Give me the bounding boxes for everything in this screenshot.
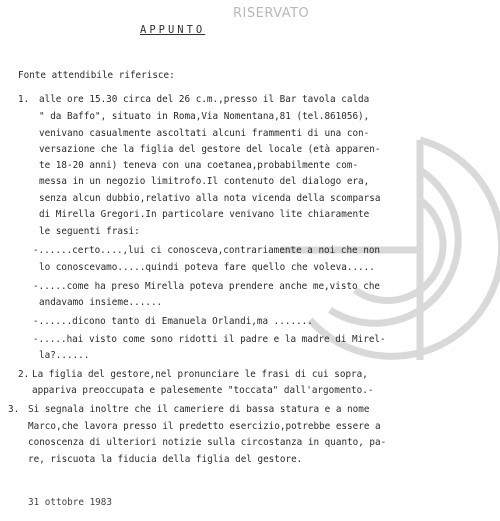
item1-line: senza alcun dubbio,relativo alla nota vicenda della scomparsa xyxy=(39,193,381,204)
item-number: 1. xyxy=(18,94,30,105)
item3-line: Marco,che lavora presso il predetto esercizio,potrebbe essere a xyxy=(28,421,381,432)
item3-line: Si segnala inoltre che il cameriere di bassa statura e a nome xyxy=(28,404,370,415)
item1-line: " da Baffo", situato in Roma,Via Nomentana,81 (tel.861056), xyxy=(39,111,370,122)
item3-line: conoscenza di ulteriori notizie sulla circostanza in quanto, pa- xyxy=(28,437,387,448)
document-title: APPUNTO xyxy=(140,24,206,36)
quoted-phrase: -......dicono tanto di Emanuela Orlandi,ma ....... xyxy=(33,316,313,327)
intro-text: Fonte attendibile riferisce: xyxy=(18,70,175,81)
item-number: 3. xyxy=(8,404,20,415)
item2-line: La figlia del gestore,nel pronunciare le frasi di cui sopra, xyxy=(32,369,368,380)
quoted-phrase: -......certo....,lui ci conosceva,contrariamente a noi che non xyxy=(33,245,381,256)
item-number: 2. xyxy=(18,369,30,380)
classification-stamp: RISERVATO xyxy=(233,6,310,21)
quoted-phrase: la?...... xyxy=(39,350,90,361)
quoted-phrase: -.....hai visto come sono ridotti il padre e la madre di Mirel- xyxy=(33,334,386,345)
item3-line: re, riscuota la fiducia della figlia del gestore. xyxy=(28,454,303,465)
quoted-phrase: andavamo insieme...... xyxy=(39,297,163,308)
item1-line: versazione che la figlia del gestore del locale (età apparen- xyxy=(39,144,381,155)
document-date: 31 ottobre 1983 xyxy=(28,497,112,508)
item2-line: appariva preoccupata e palesemente "toccata" dall'argomento.- xyxy=(32,385,374,396)
quoted-phrase: -.....come ha preso Mirella poteva prendere anche me,visto che xyxy=(33,281,381,292)
item1-line: venivano casualmente ascoltati alcuni frammenti di una con- xyxy=(39,128,370,139)
item1-line: di Mirella Gregori.In particolare venivano lite chiaramente xyxy=(39,209,370,220)
item1-line: le seguenti frasi: xyxy=(39,226,140,237)
item1-line: te 18-20 anni) teneva con una coetanea,probabilmente com- xyxy=(39,160,359,171)
item1-line: messa in un negozio limitrofo.Il contenuto del dialogo era, xyxy=(39,176,370,187)
item1-line: alle ore 15.30 circa del 26 c.m.,presso il Bar tavola calda xyxy=(39,94,370,105)
quoted-phrase: lo conoscevamo.....quindi poteva fare quello che voleva..... xyxy=(39,262,375,273)
